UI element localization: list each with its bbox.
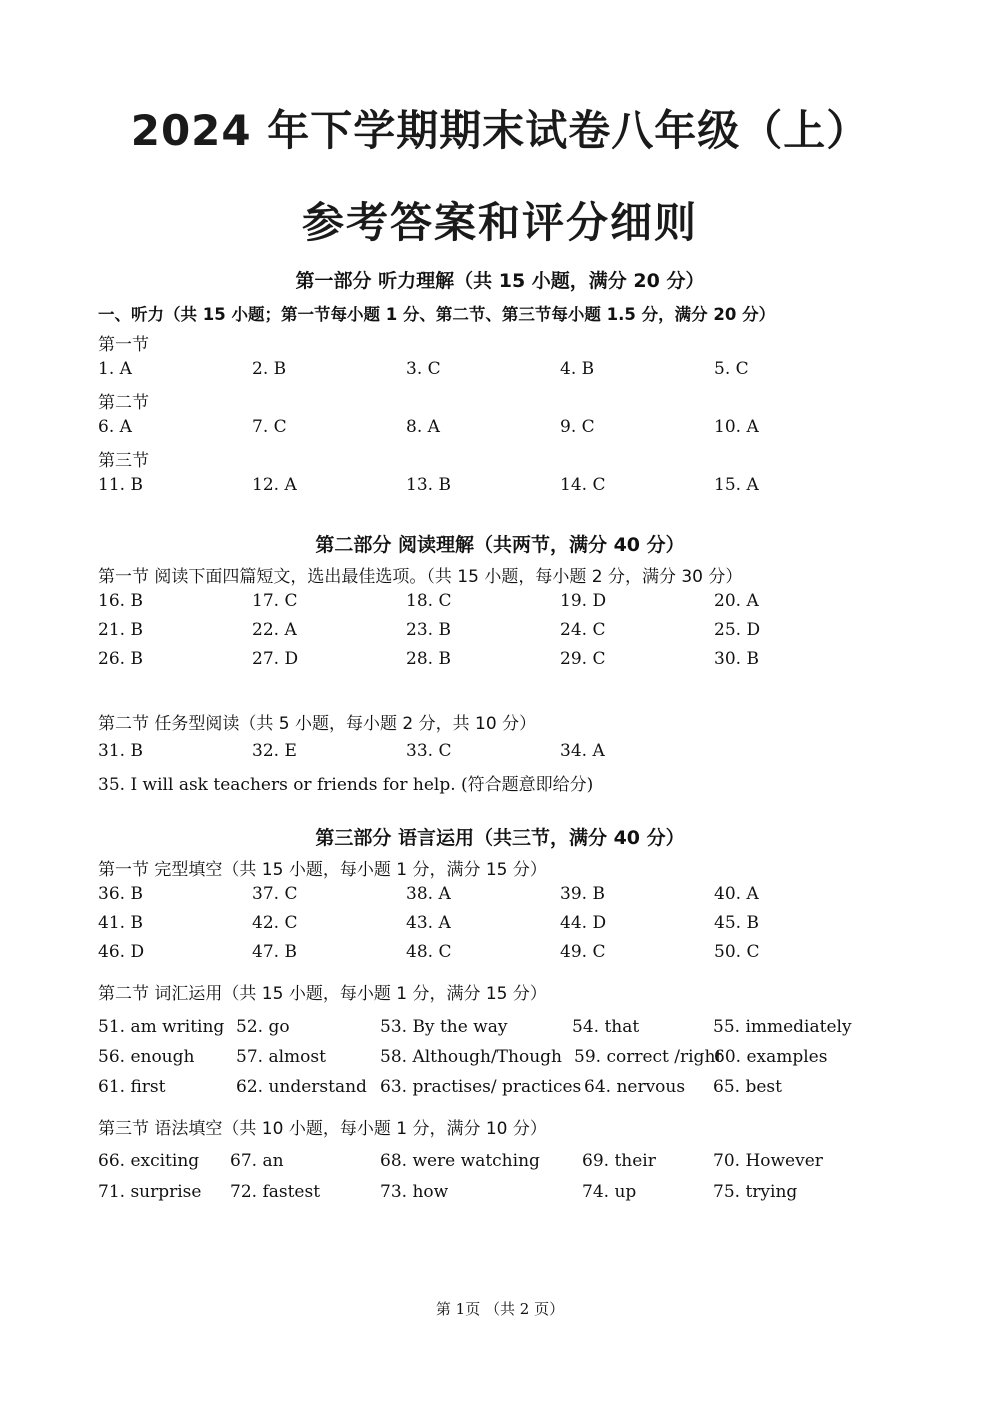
document-subtitle: 参考答案和评分细则 (301, 198, 698, 247)
answer-item: 18. C (406, 591, 452, 611)
part1-heading: 第一部分 听力理解（共 15 小题，满分 20 分） (295, 270, 705, 292)
answer-item: 47. B (252, 942, 297, 962)
answer-item: 52. go (236, 1017, 290, 1037)
answer-item: 67. an (230, 1151, 284, 1171)
answer-row (0, 1151, 1000, 1177)
answer-row (0, 913, 1000, 939)
answer-item: 49. C (560, 942, 606, 962)
answer-35: 35. I will ask teachers or friends for help. (符合题意即给分) (98, 775, 594, 795)
answer-item: 26. B (98, 649, 143, 669)
answer-item: 66. exciting (98, 1151, 200, 1171)
answer-row (0, 1077, 1000, 1103)
answer-item: 29. C (560, 649, 606, 669)
answer-item: 28. B (406, 649, 451, 669)
answer-item: 37. C (252, 884, 298, 904)
answer-item: 51. am writing (98, 1017, 225, 1037)
answer-item: 23. B (406, 620, 451, 640)
answer-item: 32. E (252, 741, 297, 761)
page-number: 第 1页 （共 2 页） (435, 1300, 565, 1318)
answer-item: 58. Although/Though (380, 1047, 562, 1067)
answer-item: 74. up (582, 1182, 637, 1202)
document-title: 2024 年下学期期末试卷八年级（上） (130, 106, 870, 155)
answer-item: 2. B (252, 359, 287, 379)
answer-item: 19. D (560, 591, 607, 611)
part1-sub1: 第一节 (98, 335, 149, 355)
answer-item: 22. A (252, 620, 297, 640)
answer-item: 6. A (98, 417, 132, 437)
answer-row (0, 591, 1000, 617)
answer-row (0, 475, 1000, 501)
answer-row (0, 741, 1000, 767)
answer-item: 61. first (98, 1077, 166, 1097)
answer-item: 50. C (714, 942, 760, 962)
reading-section2-heading: 第二节 任务型阅读（共 5 小题，每小题 2 分，共 10 分） (98, 714, 537, 734)
answer-item: 11. B (98, 475, 143, 495)
answer-item: 1. A (98, 359, 132, 379)
answer-row (0, 1182, 1000, 1208)
answer-item: 3. C (406, 359, 441, 379)
answer-item: 57. almost (236, 1047, 326, 1067)
answer-row (0, 417, 1000, 443)
answer-item: 4. B (560, 359, 595, 379)
answer-row (0, 620, 1000, 646)
answer-item: 73. how (380, 1182, 449, 1202)
cloze-section-heading: 第一节 完型填空（共 15 小题，每小题 1 分，满分 15 分） (98, 860, 547, 880)
answer-row (0, 649, 1000, 675)
answer-item: 21. B (98, 620, 143, 640)
answer-item: 36. B (98, 884, 143, 904)
answer-item: 72. fastest (230, 1182, 321, 1202)
answer-item: 27. D (252, 649, 299, 669)
part2-heading: 第二部分 阅读理解（共两节，满分 40 分） (315, 534, 685, 556)
answer-item: 38. A (406, 884, 451, 904)
grammar-section-heading: 第三节 语法填空（共 10 小题，每小题 1 分，满分 10 分） (98, 1119, 547, 1139)
answer-item: 9. C (560, 417, 595, 437)
answer-item: 71. surprise (98, 1182, 202, 1202)
answer-item: 12. A (252, 475, 297, 495)
answer-row (0, 1047, 1000, 1073)
answer-item: 30. B (714, 649, 759, 669)
answer-item: 31. B (98, 741, 143, 761)
answer-row (0, 359, 1000, 385)
answer-item: 40. A (714, 884, 759, 904)
answer-item: 53. By the way (380, 1017, 508, 1037)
answer-item: 5. C (714, 359, 749, 379)
vocab-section-heading: 第二节 词汇运用（共 15 小题，每小题 1 分，满分 15 分） (98, 984, 547, 1004)
answer-item: 56. enough (98, 1047, 195, 1067)
answer-item: 62. understand (236, 1077, 367, 1097)
answer-item: 39. B (560, 884, 605, 904)
answer-item: 24. C (560, 620, 606, 640)
answer-item: 45. B (714, 913, 759, 933)
answer-item: 63. practises/ practices (380, 1077, 582, 1097)
answer-item: 20. A (714, 591, 759, 611)
answer-row (0, 1017, 1000, 1043)
answer-item: 43. A (406, 913, 451, 933)
answer-row (0, 884, 1000, 910)
answer-item: 25. D (714, 620, 761, 640)
answer-item: 15. A (714, 475, 759, 495)
answer-item: 70. However (713, 1151, 823, 1171)
answer-item: 13. B (406, 475, 451, 495)
answer-item: 55. immediately (713, 1017, 852, 1037)
answer-item: 44. D (560, 913, 607, 933)
answer-item: 41. B (98, 913, 143, 933)
answer-item: 14. C (560, 475, 606, 495)
part1-sub2: 第二节 (98, 393, 149, 413)
reading-section1-heading: 第一节 阅读下面四篇短文，选出最佳选项。（共 15 小题，每小题 2 分，满分 30 分） (98, 567, 743, 587)
answer-item: 16. B (98, 591, 143, 611)
answer-item: 7. C (252, 417, 287, 437)
answer-item: 69. their (582, 1151, 656, 1171)
answer-item: 60. examples (714, 1047, 828, 1067)
part1-sub3: 第三节 (98, 451, 149, 471)
answer-item: 54. that (572, 1017, 640, 1037)
answer-item: 75. trying (713, 1182, 798, 1202)
answer-item: 48. C (406, 942, 452, 962)
answer-item: 65. best (713, 1077, 782, 1097)
answer-item: 46. D (98, 942, 145, 962)
listening-section-heading: 一、听力（共 15 小题；第一节每小题 1 分、第二节、第三节每小题 1.5 分，满分 20 分） (98, 305, 776, 324)
answer-item: 10. A (714, 417, 759, 437)
answer-item: 33. C (406, 741, 452, 761)
answer-item: 8. A (406, 417, 440, 437)
answer-item: 59. correct /right (574, 1047, 723, 1067)
part3-heading: 第三部分 语言运用（共三节，满分 40 分） (315, 827, 685, 849)
answer-item: 42. C (252, 913, 298, 933)
answer-item: 64. nervous (584, 1077, 686, 1097)
answer-row (0, 942, 1000, 968)
answer-item: 17. C (252, 591, 298, 611)
answer-item: 34. A (560, 741, 605, 761)
answer-item: 68. were watching (380, 1151, 540, 1171)
